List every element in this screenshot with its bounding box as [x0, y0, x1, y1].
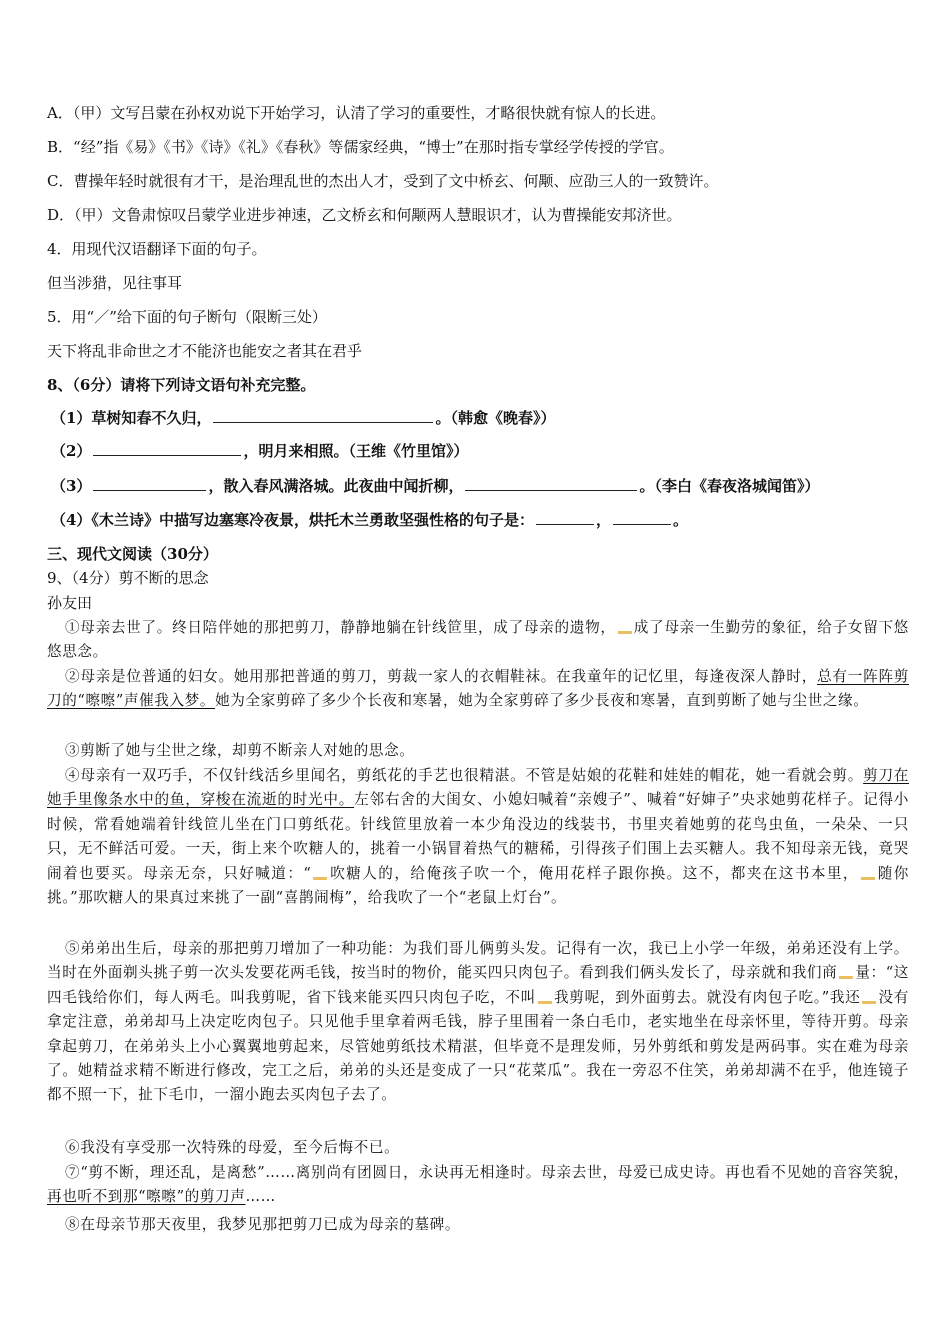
- q8-l3-b: ，散入春风满洛城。此夜曲中闻折柳，: [208, 477, 464, 495]
- p5-text-c: 我剪呢，到外面剪去。就没有肉包子吃。”我还: [553, 988, 861, 1006]
- q8-line-2: [51, 441, 468, 461]
- article-paragraph-3: ③剪断了她与尘世之缘，却剪不断亲人对她的思念。: [65, 742, 415, 759]
- option-b: B．“经”指《易》《书》《诗》《礼》《春秋》等儒家经典，“博士”在那时指专掌经学传授的学官。: [47, 138, 674, 156]
- q8-blank-1[interactable]: [213, 421, 433, 423]
- q8-l1-b: 。（韩愈《晚春》）: [435, 409, 556, 427]
- q8-blank-2[interactable]: [93, 454, 241, 456]
- q8-line-4: [51, 510, 688, 530]
- article-paragraph-8: ⑧在母亲节那天夜里，我梦见那把剪刀已成为母亲的墓碑。: [65, 1216, 461, 1233]
- p5-text-d: 没有拿定注意，弟弟却马上决定吃肉包子。只见他手里拿着两毛钱，脖子里围着一条白毛巾，老实地坐在母亲怀里，等待开剪。母亲拿起剪刀，在弟弟头上小心翼翼地剪起来，尽管她剪纸技术精湛，但毕竟不是理发师，另外剪纸和剪发是两码事。实在难为母亲了。她精益求精不断进行修改，完工之后，弟弟的头还是变成了一只“花菜瓜”。我在一旁忍不住笑，弟弟却满不在乎，他连镜子都不照一下，扯下毛巾，一溜小跑去买肉包子去了。: [47, 988, 910, 1104]
- section-3-title: 三、现代文阅读（30分）: [47, 545, 218, 563]
- option-d: D．（甲）文鲁肃惊叹吕蒙学业进步神速，乙文桥玄和何颙两人慧眼识才，认为曹操能安邦济世。: [47, 206, 682, 224]
- p7-text-b: ……: [245, 1188, 276, 1206]
- highlight-mark: [862, 1001, 876, 1004]
- q8-l1-a: （1）草树知春不久归，: [51, 409, 212, 427]
- p4-text-b: 左邻右舍的大闺女、小媳妇喊着“亲嫂子”、喊着“好婶子”央求她剪花样子。记得小时候，常看她端着针线笸儿坐在门口剪纸花。针线笸里放着一本少角没边的线装书，书里夹着她剪的花鸟虫鱼，一朵朵、一只只，无不鲜活可爱。一天，街上来个吹糖人的，挑着一小锅冒着热气的糖稀，引得孩子们围上去买糖人。我不知母亲无钱，竟哭闹着也要买。母亲无奈，只好喊道：“: [47, 791, 909, 882]
- q8-l2-a: （2）: [51, 442, 92, 460]
- q8-header-text: 8、（6分）请将下列诗文语句补充完整。: [47, 376, 316, 394]
- p1-text-b: 成了母亲一生勤劳的象征，给子女留下悠悠思念。: [47, 619, 909, 661]
- q8-blank-6[interactable]: [613, 523, 671, 525]
- q9-title: 9、（4分）剪不断的思念: [47, 569, 209, 587]
- q8-blank-4[interactable]: [465, 489, 637, 491]
- highlight-mark: [538, 1001, 552, 1004]
- option-a: A．（甲）文写吕蒙在孙权劝说下开始学习，认清了学习的重要性，才略很快就有惊人的长进。: [47, 104, 666, 122]
- q8-l3-c: 。（李白《春夜洛城闻笛》）: [639, 477, 820, 495]
- p4-text-d: 随你挑。”那吹糖人的果真过来挑了一副“喜鹊闹梅”，给我吹了一个“老鼠上灯台”。: [47, 864, 909, 907]
- q5-sentence: 天下将乱非命世之才不能济也能安之者其在君乎: [47, 342, 363, 360]
- q4-prompt: 4．用现代汉语翻译下面的句子。: [47, 240, 267, 258]
- highlight-mark: [839, 976, 853, 979]
- article-paragraph-7: [47, 1161, 909, 1210]
- q5-prompt: 5．用“／”给下面的句子断句（限断三处）: [47, 308, 327, 326]
- q8-line-1: [51, 408, 555, 428]
- highlight-mark: [861, 877, 875, 880]
- p4-text-a: ④母亲有一双巧手，不仅针线活乡里闻名，剪纸花的手艺也很精湛。不管是姑娘的花鞋和娃娃的帽花，她一看就会剪。: [65, 767, 864, 784]
- q8-l4-c: 。: [672, 511, 688, 529]
- q8-l4-b: ，: [595, 511, 611, 529]
- q8-header: [47, 375, 315, 395]
- article-paragraph-4: [47, 764, 909, 910]
- article-paragraph-6: ⑥我没有享受那一次特殊的母爱，至今后悔不已。: [65, 1139, 400, 1156]
- q8-l2-b: ，明月来相照。（王维《竹里馆》）: [243, 442, 469, 460]
- article-paragraph-2: [47, 665, 909, 714]
- p4-text-c: 吹糖人的，给俺孩子吹一个，俺用花样子跟你换。这不，都夹在这书本里，: [329, 864, 859, 882]
- q8-l3-a: （3）: [51, 477, 92, 495]
- article-author: 孙友田: [47, 594, 93, 612]
- q8-line-3: [51, 476, 819, 496]
- p5-text-b: 量：“这四毛钱给你们，每人两毛。叫我剪呢，省下钱来能买四只肉包子吃，不叫: [47, 964, 909, 1006]
- p7-text-a: ⑦“剪不断，理还乱，是离愁”……离别尚有团圆日，永诀再无相逢时。母亲去世，母爱已成史诗。再也看不见她的音容笑貌，: [65, 1164, 909, 1181]
- p5-text-a: ⑤弟弟出生后，母亲的那把剪刀增加了一种功能：为我们哥儿俩剪头发。记得有一次，我已上小学一年级，弟弟还没有上学。当时在外面剃头挑子剪一次头发要花两毛钱，按当时的物价，能买四只肉包子。看到我们俩头发长了，母亲就和我们商: [47, 940, 909, 982]
- q8-blank-5[interactable]: [536, 523, 594, 525]
- highlight-mark: [313, 877, 327, 880]
- p2-text-a: ②母亲是位普通的妇女。她用那把普通的剪刀，剪裁一家人的衣帽鞋袜。在我童年的记忆里，每逢夜深人静时，: [65, 668, 818, 685]
- article-paragraph-5: [47, 937, 909, 1108]
- option-c: C．曹操年轻时就很有才干，是治理乱世的杰出人才，受到了文中桥玄、何颙、应劭三人的一致赞许。: [47, 172, 719, 190]
- p1-text-a: ①母亲去世了。终日陪伴她的那把剪刀，静静地躺在针线笸里，成了母亲的遗物，: [65, 619, 616, 636]
- q8-l4-a: （4）《木兰诗》中描写边塞寒冷夜景，烘托木兰勇敢坚强性格的句子是：: [51, 511, 534, 529]
- p4-underlined-sentence: 剪刀在她手里像条水中的鱼，穿梭在流逝的时光中。: [47, 767, 909, 809]
- p2-text-b: 她为全家剪碎了多少个长夜和寒暑，她为全家剪碎了多少長夜和寒暑，直到剪断了她与尘世之缘。: [215, 692, 869, 710]
- q4-sentence: 但当涉猎，见往事耳: [47, 274, 183, 292]
- p7-underlined-sentence: 再也听不到那“嚓嚓”的剪刀声: [47, 1188, 246, 1206]
- p2-underlined-sentence: 总有一阵阵剪刀的“嚓嚓”声催我入梦。: [47, 668, 909, 710]
- highlight-mark: [618, 631, 632, 634]
- article-paragraph-1: [47, 616, 909, 665]
- q8-blank-3[interactable]: [93, 489, 206, 491]
